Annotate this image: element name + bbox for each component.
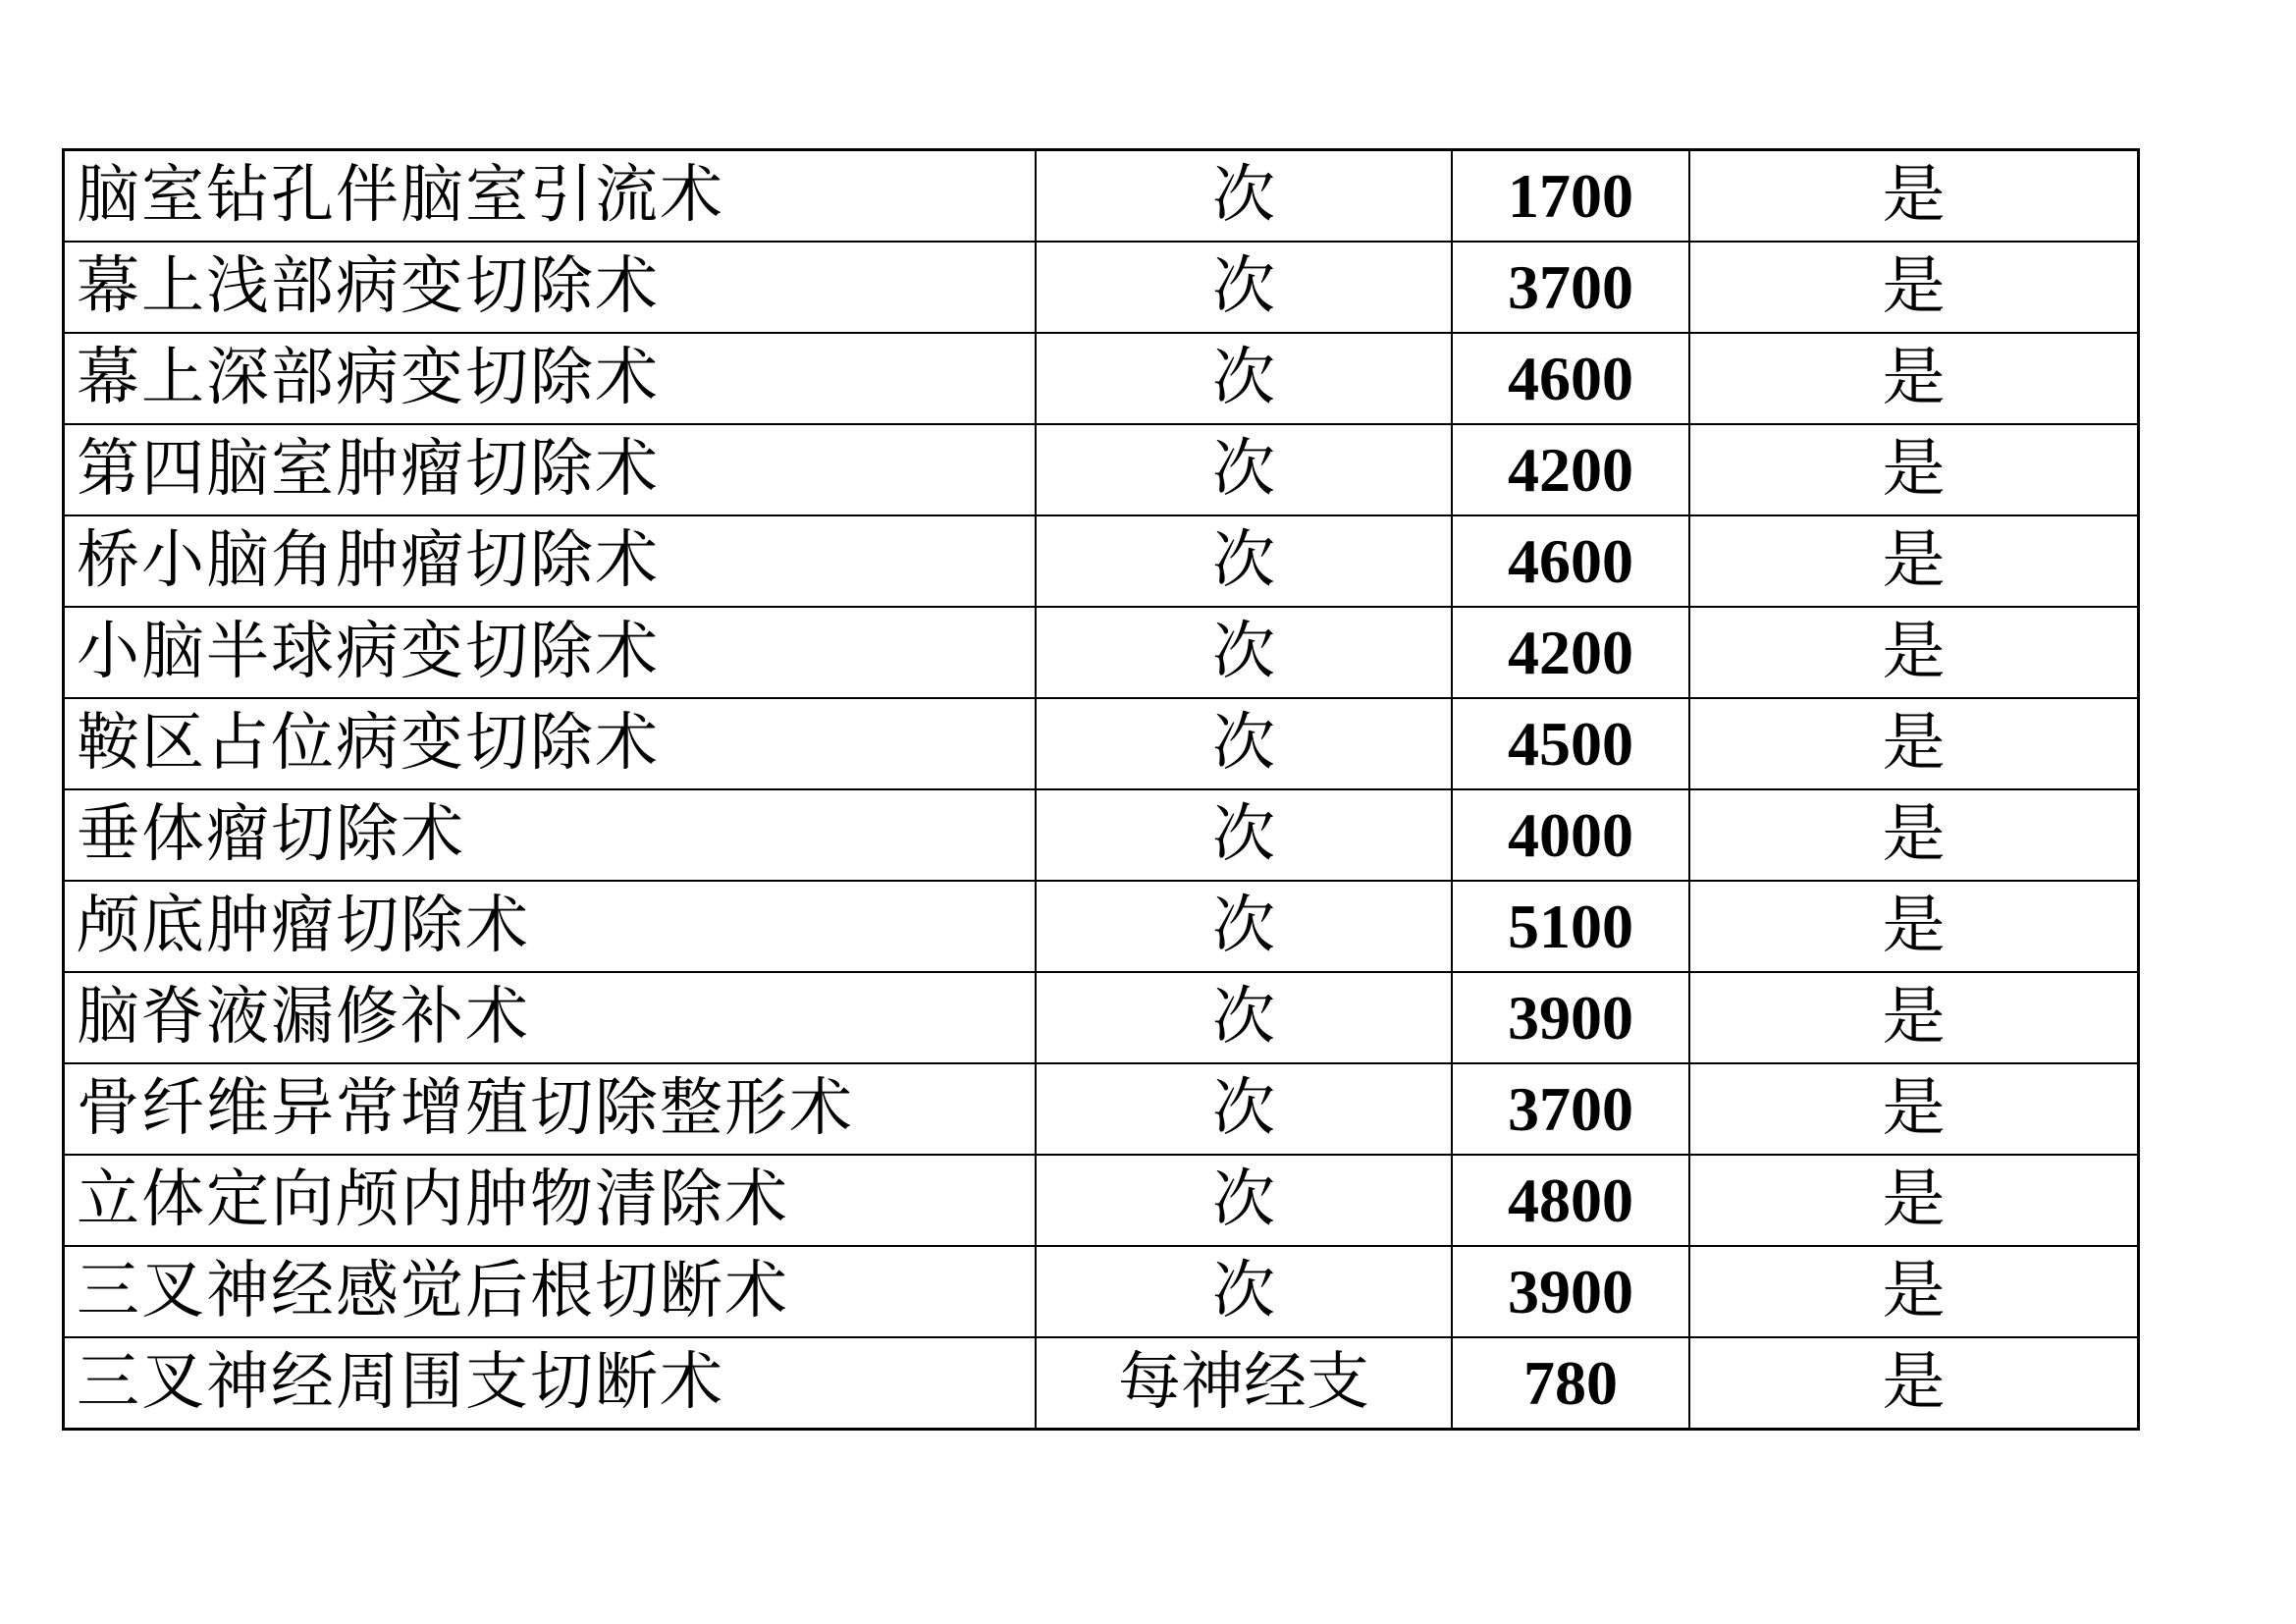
- procedure-name-cell: 颅底肿瘤切除术: [64, 881, 1037, 972]
- procedure-name-cell: 小脑半球病变切除术: [64, 607, 1037, 698]
- procedure-name-cell: 骨纤维异常增殖切除整形术: [64, 1063, 1037, 1155]
- table-row: [64, 150, 2139, 243]
- price-cell: 4000: [1452, 789, 1689, 881]
- flag-cell: 是: [1689, 1246, 2139, 1337]
- procedure-name-cell: 鞍区占位病变切除术: [64, 698, 1037, 789]
- table-row: [64, 607, 2139, 698]
- price-cell: 4500: [1452, 698, 1689, 789]
- price-cell: 3900: [1452, 972, 1689, 1063]
- unit-cell: 次: [1036, 1246, 1452, 1337]
- unit-cell: 次: [1036, 515, 1452, 607]
- flag-cell: 是: [1689, 972, 2139, 1063]
- flag-cell: 是: [1689, 698, 2139, 789]
- table-row: [64, 1063, 2139, 1155]
- flag-cell: 是: [1689, 150, 2139, 243]
- flag-cell: 是: [1689, 789, 2139, 881]
- unit-cell: 次: [1036, 789, 1452, 881]
- price-cell: 3700: [1452, 1063, 1689, 1155]
- flag-cell: 是: [1689, 515, 2139, 607]
- unit-cell: 每神经支: [1036, 1337, 1452, 1430]
- table-row: [64, 515, 2139, 607]
- unit-cell: 次: [1036, 607, 1452, 698]
- flag-cell: 是: [1689, 1155, 2139, 1246]
- flag-cell: 是: [1689, 1063, 2139, 1155]
- flag-cell: 是: [1689, 424, 2139, 515]
- price-cell: 4200: [1452, 424, 1689, 515]
- unit-cell: 次: [1036, 1155, 1452, 1246]
- table-row: [64, 424, 2139, 515]
- unit-cell: 次: [1036, 150, 1452, 243]
- price-cell: 4200: [1452, 607, 1689, 698]
- table-row: [64, 242, 2139, 333]
- flag-cell: 是: [1689, 242, 2139, 333]
- procedure-name-cell: 脑室钻孔伴脑室引流术: [64, 150, 1037, 243]
- unit-cell: 次: [1036, 424, 1452, 515]
- table-row: [64, 1246, 2139, 1337]
- procedure-name-cell: 垂体瘤切除术: [64, 789, 1037, 881]
- table-row: [64, 698, 2139, 789]
- price-cell: 4800: [1452, 1155, 1689, 1246]
- procedure-name-cell: 桥小脑角肿瘤切除术: [64, 515, 1037, 607]
- flag-cell: 是: [1689, 881, 2139, 972]
- table-row: [64, 333, 2139, 424]
- procedure-name-cell: 三叉神经周围支切断术: [64, 1337, 1037, 1430]
- unit-cell: 次: [1036, 333, 1452, 424]
- price-cell: 780: [1452, 1337, 1689, 1430]
- flag-cell: 是: [1689, 333, 2139, 424]
- price-cell: 5100: [1452, 881, 1689, 972]
- table-row: [64, 789, 2139, 881]
- price-cell: 4600: [1452, 333, 1689, 424]
- unit-cell: 次: [1036, 698, 1452, 789]
- unit-cell: 次: [1036, 972, 1452, 1063]
- price-cell: 3700: [1452, 242, 1689, 333]
- unit-cell: 次: [1036, 1063, 1452, 1155]
- procedure-name-cell: 脑脊液漏修补术: [64, 972, 1037, 1063]
- table-body: [64, 150, 2139, 1430]
- price-cell: 3900: [1452, 1246, 1689, 1337]
- procedure-name-cell: 幕上深部病变切除术: [64, 333, 1037, 424]
- procedure-price-table: [62, 148, 2140, 1431]
- procedure-name-cell: 第四脑室肿瘤切除术: [64, 424, 1037, 515]
- table-row: [64, 881, 2139, 972]
- price-cell: 1700: [1452, 150, 1689, 243]
- unit-cell: 次: [1036, 881, 1452, 972]
- flag-cell: 是: [1689, 1337, 2139, 1430]
- flag-cell: 是: [1689, 607, 2139, 698]
- procedure-name-cell: 幕上浅部病变切除术: [64, 242, 1037, 333]
- price-cell: 4600: [1452, 515, 1689, 607]
- procedure-name-cell: 立体定向颅内肿物清除术: [64, 1155, 1037, 1246]
- procedure-name-cell: 三叉神经感觉后根切断术: [64, 1246, 1037, 1337]
- table-row: [64, 1337, 2139, 1430]
- unit-cell: 次: [1036, 242, 1452, 333]
- table-row: [64, 1155, 2139, 1246]
- table-row: [64, 972, 2139, 1063]
